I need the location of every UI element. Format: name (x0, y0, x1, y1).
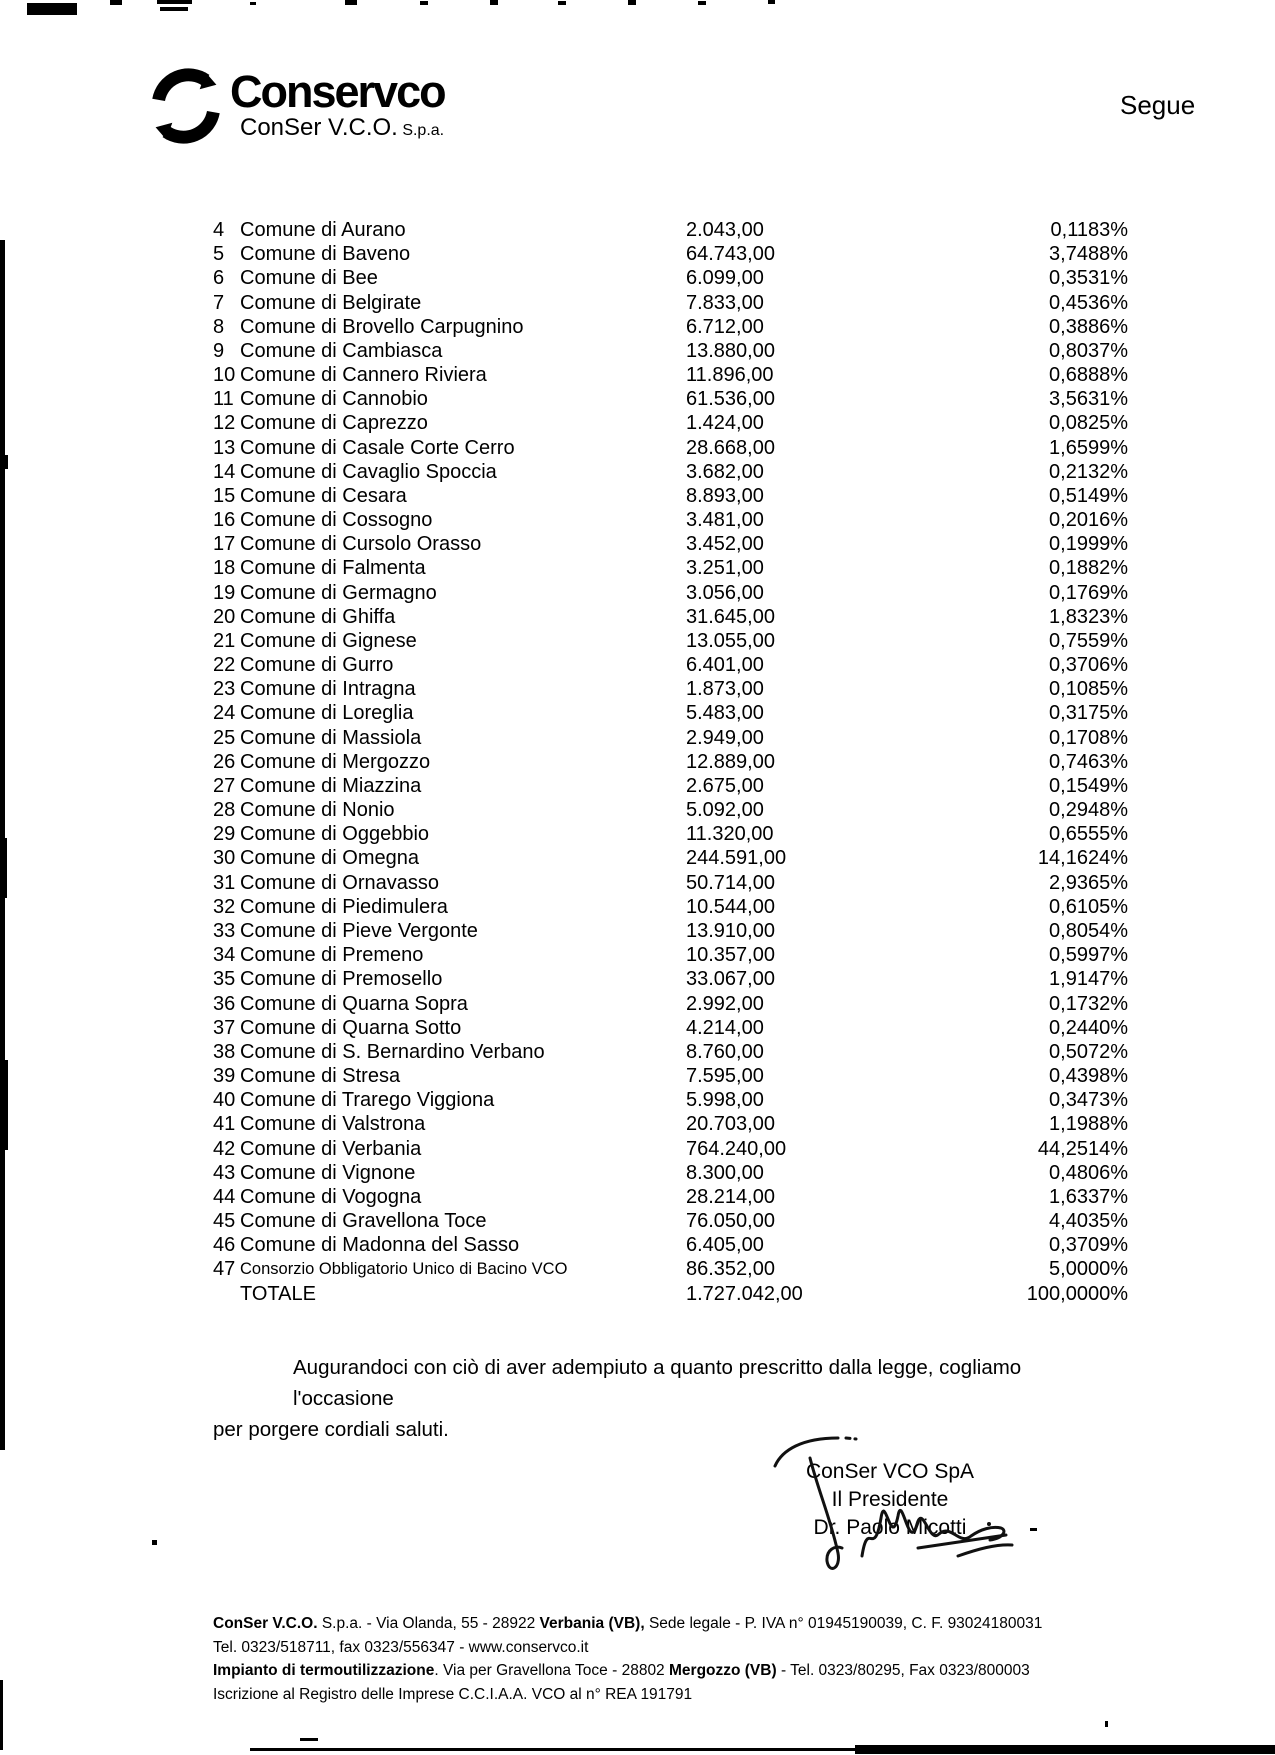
row-number: 13 (213, 436, 236, 459)
table-row (213, 436, 1128, 460)
municipality-name: Consorzio Obbligatorio Unico di Bacino VCO (240, 1260, 568, 1279)
table-row (213, 653, 1128, 677)
municipality-name: Comune di Omegna (240, 847, 419, 870)
table-row (213, 1233, 1128, 1257)
row-number: 22 (213, 654, 236, 677)
row-number: 45 (213, 1210, 236, 1233)
scan-artifact (250, 1748, 860, 1751)
row-number: 20 (213, 605, 236, 628)
amount-value: 6.401,00 (686, 654, 764, 677)
row-number: 39 (213, 1065, 236, 1088)
amount-value: 33.067,00 (686, 968, 775, 991)
table-row (213, 1137, 1128, 1161)
scan-artifact (1105, 1721, 1108, 1727)
percent-value: 0,1999% (1049, 533, 1128, 556)
scan-artifact (160, 7, 188, 11)
municipality-name: Comune di Piedimulera (240, 895, 448, 918)
row-number: 34 (213, 944, 236, 967)
amount-value: 5.998,00 (686, 1089, 764, 1112)
row-number: 21 (213, 629, 236, 652)
table-row (213, 1016, 1128, 1040)
percent-value: 0,1549% (1049, 774, 1128, 797)
amount-value: 31.645,00 (686, 605, 775, 628)
table-row (213, 1257, 1128, 1281)
row-number: 24 (213, 702, 236, 725)
signature-role: Il Presidente (831, 1488, 949, 1511)
amount-value: 3.251,00 (686, 557, 764, 580)
amount-value: 11.896,00 (686, 364, 774, 387)
percent-value: 0,1769% (1049, 581, 1128, 604)
scan-artifact (768, 0, 775, 4)
municipality-name: Comune di Premeno (240, 944, 424, 967)
footer-line-2: Tel. 0323/518711, fax 0323/556347 - www.conservco.it (213, 1638, 589, 1656)
row-number: 31 (213, 871, 236, 894)
amount-value: 28.668,00 (686, 436, 775, 459)
amount-value: 11.320,00 (686, 823, 774, 846)
municipality-name: Comune di Cavaglio Spoccia (240, 460, 497, 483)
amount-value: 76.050,00 (686, 1210, 775, 1233)
municipality-name: Comune di Cursolo Orasso (240, 533, 482, 556)
scan-artifact (0, 1680, 3, 1750)
amount-value: 6.099,00 (686, 267, 764, 290)
amount-value: 8.893,00 (686, 484, 764, 507)
municipality-name: Comune di Quarna Sotto (240, 1016, 462, 1039)
percent-value: 44,2514% (1037, 1137, 1128, 1160)
municipality-name: Comune di Aurano (240, 219, 406, 241)
footer-line-3: Impianto di termoutilizzazione. Via per Gravellona Toce - 28802 Mergozzo (VB) - Tel. 0323/80295, Fax 0323/800003 (213, 1662, 1030, 1679)
table-row (213, 726, 1128, 750)
amount-value: 1.424,00 (686, 412, 764, 435)
municipality-name: Comune di Loreglia (240, 702, 414, 725)
municipality-name: Comune di Germagno (240, 581, 437, 604)
row-number: 44 (213, 1185, 236, 1208)
percent-value: 0,1882% (1049, 557, 1128, 580)
row-number: 5 (213, 243, 225, 266)
amount-value: 764.240,00 (686, 1137, 787, 1160)
footer-line-1: ConSer V.C.O. S.p.a. - Via Olanda, 55 - 28922 Verbania (VB), Sede legale - P. IVA n° 01945190039, C. F. 93024180031 (213, 1615, 1043, 1632)
percent-value: 5,0000% (1049, 1258, 1128, 1281)
percent-value: 1,6337% (1049, 1185, 1128, 1208)
row-number: 47 (213, 1258, 236, 1281)
table-row (213, 1064, 1128, 1088)
row-number: 11 (213, 388, 234, 411)
table-row (213, 484, 1128, 508)
amount-value: 64.743,00 (686, 243, 775, 266)
amount-value: 13.880,00 (686, 339, 775, 362)
amount-value: 2.675,00 (686, 774, 764, 797)
table-row (213, 1209, 1128, 1233)
municipality-name: Comune di Bee (240, 267, 378, 290)
table-row (213, 387, 1128, 411)
total-row (213, 1282, 1128, 1306)
percent-value: 0,6888% (1049, 364, 1128, 387)
percent-value: 0,3706% (1049, 654, 1128, 677)
row-number: 40 (213, 1089, 236, 1112)
amount-value: 6.405,00 (686, 1234, 764, 1257)
municipality-name: Comune di Cesara (240, 484, 407, 507)
table-row (213, 242, 1128, 266)
municipality-name: Comune di Cannobio (240, 388, 428, 411)
amount-value: 6.712,00 (686, 315, 764, 338)
municipality-name: Comune di Verbania (240, 1137, 422, 1160)
row-number: 33 (213, 919, 236, 942)
municipality-name: Comune di Belgirate (240, 291, 422, 314)
amount-value: 10.357,00 (686, 944, 775, 967)
amount-value: 3.682,00 (686, 460, 764, 483)
scan-artifact (0, 838, 7, 898)
percent-value: 0,1183% (1050, 219, 1128, 241)
table-row (213, 339, 1128, 363)
municipality-name: Comune di Trarego Viggiona (240, 1089, 495, 1112)
amount-value: 244.591,00 (686, 847, 787, 870)
municipality-name: Comune di Vogogna (240, 1185, 422, 1208)
logo-company-name: ConSer V.C.O. (240, 114, 398, 141)
amount-value: 50.714,00 (686, 871, 775, 894)
amount-value: 3.452,00 (686, 533, 764, 556)
amount-value: 5.483,00 (686, 702, 764, 725)
scan-artifact (345, 0, 357, 5)
footer (213, 1612, 1113, 1706)
total-label: TOTALE (240, 1283, 316, 1305)
row-number: 19 (213, 581, 236, 604)
row-number: 10 (213, 364, 236, 387)
percent-value: 0,6105% (1049, 895, 1128, 918)
footer-line-4: Iscrizione al Registro delle Imprese C.C.I.A.A. VCO al n° REA 191791 (213, 1685, 693, 1703)
municipality-name: Comune di Casale Corte Cerro (240, 436, 515, 459)
amount-value: 13.055,00 (686, 629, 775, 652)
municipality-name: Comune di Valstrona (240, 1113, 426, 1136)
scan-artifact (250, 2, 256, 5)
amount-value: 7.833,00 (686, 291, 764, 314)
amount-value: 28.214,00 (686, 1185, 775, 1208)
row-number: 8 (213, 315, 225, 338)
scan-artifact (1030, 1528, 1037, 1531)
row-number: 23 (213, 678, 236, 701)
percent-value: 0,5072% (1049, 1040, 1128, 1063)
signature-company: ConSer VCO SpA (805, 1460, 975, 1483)
municipality-table (213, 218, 1128, 1282)
amount-value: 2.949,00 (686, 726, 764, 749)
percent-value: 0,5997% (1049, 944, 1128, 967)
amount-value: 1.873,00 (686, 678, 764, 701)
row-number: 32 (213, 895, 236, 918)
logo-subtitle (240, 114, 444, 142)
municipality-name: Comune di Gurro (240, 654, 394, 677)
logo-wordmark: Conservco (230, 66, 445, 117)
closing-paragraph (213, 1352, 1093, 1445)
amount-value: 20.703,00 (686, 1113, 775, 1136)
total-amount: 1.727.042,00 (686, 1283, 803, 1305)
municipality-name: Comune di Quarna Sopra (240, 992, 468, 1015)
scan-artifact (110, 0, 122, 5)
row-number: 12 (213, 412, 236, 435)
row-number: 36 (213, 992, 236, 1015)
scan-artifact (628, 0, 636, 5)
percent-value: 0,2948% (1049, 799, 1128, 822)
scan-artifact (0, 1060, 8, 1150)
municipality-name: Comune di Stresa (240, 1065, 401, 1088)
table-row (213, 605, 1128, 629)
amount-value: 61.536,00 (686, 388, 775, 411)
table-row (213, 992, 1128, 1016)
scan-artifact (420, 1, 428, 5)
table-row (213, 871, 1128, 895)
percent-value: 0,3175% (1049, 702, 1128, 725)
municipality-name: Comune di Falmenta (240, 557, 426, 580)
municipality-name: Comune di Intragna (240, 678, 416, 701)
amount-value: 7.595,00 (686, 1065, 764, 1088)
municipality-name: Comune di Gignese (240, 629, 417, 652)
percent-value: 0,2132% (1049, 460, 1128, 483)
table-row (213, 218, 1128, 242)
amount-value: 3.481,00 (686, 509, 764, 532)
row-number: 7 (213, 291, 225, 314)
amount-value: 12.889,00 (686, 750, 775, 773)
municipality-name: Comune di Madonna del Sasso (240, 1234, 520, 1257)
table-row (213, 363, 1128, 387)
row-number: 6 (213, 267, 225, 290)
row-number: 9 (213, 339, 225, 362)
percent-value: 0,7463% (1049, 750, 1128, 773)
row-number: 25 (213, 726, 236, 749)
row-number: 29 (213, 823, 236, 846)
percent-value: 0,4398% (1049, 1065, 1128, 1088)
table-row (213, 677, 1128, 701)
scan-artifact (855, 1745, 1275, 1754)
percent-value: 0,2016% (1049, 509, 1128, 532)
closing-line-1: Augurandoci con ciò di aver adempiuto a quanto prescritto dalla legge, cogliamo l'occasione (293, 1356, 1022, 1410)
table-row (213, 1040, 1128, 1064)
table-row (213, 798, 1128, 822)
municipality-name: Comune di Miazzina (240, 774, 422, 797)
table-row (213, 532, 1128, 556)
municipality-name: Comune di Caprezzo (240, 412, 428, 435)
table-row (213, 266, 1128, 290)
row-number: 38 (213, 1040, 236, 1063)
percent-value: 1,9147% (1049, 968, 1128, 991)
municipality-name: Comune di Ornavasso (240, 871, 439, 894)
total-percent: 100,0000% (1026, 1283, 1128, 1305)
percent-value: 0,3886% (1049, 315, 1128, 338)
municipality-name: Comune di Gravellona Toce (240, 1210, 487, 1233)
row-number: 4 (213, 219, 225, 241)
table-row (213, 701, 1128, 725)
percent-value: 1,8323% (1049, 605, 1128, 628)
recycle-arrows-icon (148, 68, 224, 144)
segue-label: Segue (1120, 90, 1196, 120)
municipality-name: Comune di Massiola (240, 726, 422, 749)
row-number: 42 (213, 1137, 236, 1160)
municipality-name: Comune di Pieve Vergonte (240, 919, 478, 942)
municipality-name: Comune di Brovello Carpugnino (240, 315, 524, 338)
municipality-name: Comune di Oggebbio (240, 823, 430, 846)
percent-value: 1,1988% (1049, 1113, 1128, 1136)
row-number: 41 (213, 1113, 236, 1136)
table-row (213, 315, 1128, 339)
percent-value: 0,8037% (1049, 339, 1128, 362)
signature-block (760, 1458, 1020, 1542)
percent-value: 4,4035% (1049, 1210, 1128, 1233)
scan-artifact (300, 1738, 318, 1741)
amount-value: 2.043,00 (686, 219, 764, 241)
amount-value: 5.092,00 (686, 799, 764, 822)
percent-value: 2,9365% (1049, 871, 1128, 894)
row-number: 15 (213, 484, 236, 507)
scan-artifact (0, 455, 8, 469)
table-row (213, 919, 1128, 943)
amount-value: 10.544,00 (686, 895, 775, 918)
percent-value: 0,3473% (1049, 1089, 1128, 1112)
percent-value: 14,1624% (1037, 847, 1128, 870)
municipality-name: Comune di Nonio (240, 799, 395, 822)
percent-value: 0,0825% (1049, 412, 1128, 435)
table-row (213, 411, 1128, 435)
scan-artifact (490, 0, 498, 5)
municipality-name: Comune di Baveno (240, 243, 411, 266)
percent-value: 0,6555% (1049, 823, 1128, 846)
percent-value: 1,6599% (1049, 436, 1128, 459)
scan-artifact (27, 3, 77, 15)
table-row (213, 846, 1128, 870)
scan-artifact (698, 1, 706, 5)
scan-artifact (558, 1, 566, 5)
table-row (213, 508, 1128, 532)
row-number: 26 (213, 750, 236, 773)
amount-value: 2.992,00 (686, 992, 764, 1015)
row-number: 27 (213, 774, 236, 797)
table-row (213, 822, 1128, 846)
row-number: 17 (213, 533, 236, 556)
table-row (213, 943, 1128, 967)
amount-value: 3.056,00 (686, 581, 764, 604)
amount-value: 86.352,00 (686, 1258, 775, 1281)
logo-company-suffix: S.p.a. (402, 122, 445, 139)
percent-value: 0,4806% (1049, 1161, 1128, 1184)
table-row (213, 1112, 1128, 1136)
municipality-name: Comune di Cannero Riviera (240, 364, 487, 387)
municipality-name: Comune di Cossogno (240, 509, 433, 532)
row-number: 30 (213, 847, 236, 870)
municipality-name: Comune di Premosello (240, 968, 443, 991)
municipality-name: Comune di Ghiffa (240, 605, 396, 628)
amount-value: 4.214,00 (686, 1016, 764, 1039)
row-number: 37 (213, 1016, 236, 1039)
table-row (213, 895, 1128, 919)
amount-value: 13.910,00 (686, 919, 775, 942)
row-number: 18 (213, 557, 236, 580)
row-number: 28 (213, 799, 236, 822)
table-row (213, 967, 1128, 991)
percent-value: 3,5631% (1049, 388, 1128, 411)
municipality-name: Comune di Cambiasca (240, 339, 443, 362)
amount-value: 8.760,00 (686, 1040, 764, 1063)
row-number: 43 (213, 1161, 236, 1184)
percent-value: 0,2440% (1049, 1016, 1128, 1039)
percent-value: 0,8054% (1049, 919, 1128, 942)
table-row (213, 556, 1128, 580)
percent-value: 0,5149% (1049, 484, 1128, 507)
signature-name: Dr. Paolo Micotti (813, 1516, 967, 1539)
amount-value: 8.300,00 (686, 1161, 764, 1184)
percent-value: 0,3709% (1049, 1234, 1128, 1257)
table-row (213, 460, 1128, 484)
table-row (213, 774, 1128, 798)
closing-line-2: per porgere cordiali saluti. (213, 1418, 449, 1441)
table-row (213, 291, 1128, 315)
municipality-name: Comune di Vignone (240, 1161, 416, 1184)
row-number: 14 (213, 460, 236, 483)
municipality-name: Comune di S. Bernardino Verbano (240, 1040, 545, 1063)
percent-value: 0,1085% (1049, 678, 1128, 701)
table-row (213, 581, 1128, 605)
percent-value: 0,3531% (1049, 267, 1128, 290)
row-number: 16 (213, 509, 236, 532)
table-row (213, 1185, 1128, 1209)
row-number: 46 (213, 1234, 236, 1257)
percent-value: 0,4536% (1049, 291, 1128, 314)
table-row (213, 629, 1128, 653)
table-row (213, 1161, 1128, 1185)
percent-value: 0,1708% (1049, 726, 1128, 749)
scan-artifact (157, 0, 192, 4)
percent-value: 0,7559% (1049, 629, 1128, 652)
percent-value: 3,7488% (1049, 243, 1128, 266)
percent-value: 0,1732% (1049, 992, 1128, 1015)
table-row (213, 750, 1128, 774)
row-number: 35 (213, 968, 236, 991)
table-row (213, 1088, 1128, 1112)
scan-artifact (152, 1540, 157, 1545)
municipality-name: Comune di Mergozzo (240, 750, 431, 773)
